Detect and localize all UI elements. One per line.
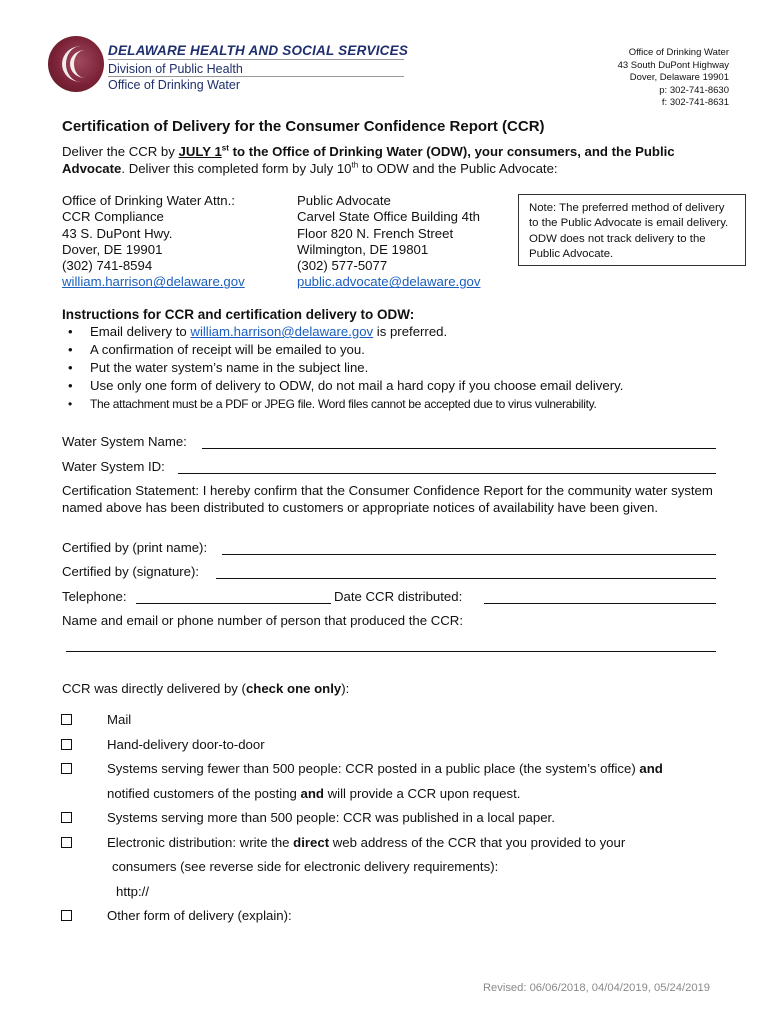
advocate-contact: Public Advocate Carvel State Office Building 4th Floor 820 N. French Street Wilmington, DE 19801 (302) 577-5077 public.advocate@delaware.gov bbox=[297, 193, 481, 290]
mail-option-label: Mail bbox=[107, 712, 132, 727]
newspaper-checkbox[interactable] bbox=[61, 812, 72, 823]
logo-office: Office of Drinking Water bbox=[108, 78, 240, 92]
posted-option-label-cont: notified customers of the posting and will provide a CCR upon request. bbox=[107, 786, 521, 801]
producer-field[interactable] bbox=[66, 651, 716, 652]
producer-label: Name and email or phone number of person that produced the CCR: bbox=[62, 613, 463, 628]
system-name-label: Water System Name: bbox=[62, 434, 187, 449]
system-id-label: Water System ID: bbox=[62, 459, 165, 474]
posted-checkbox[interactable] bbox=[61, 763, 72, 774]
web-address-field[interactable]: http:// bbox=[116, 884, 149, 899]
list-item: • Put the water system’s name in the subject line. bbox=[62, 359, 623, 377]
system-name-field[interactable] bbox=[202, 448, 716, 449]
newspaper-option-label: Systems serving more than 500 people: CCR was published in a local paper. bbox=[107, 810, 555, 825]
delivery-note: Note: The preferred method of delivery to the Public Advocate is email delivery. ODW does not track delivery to the Public Advocate. bbox=[518, 194, 746, 266]
intro-paragraph: Deliver the CCR by JULY 1st to the Office of Drinking Water (ODW), your consumers, and the Public Advocate. Deliver this completed form by July 10th to ODW and the Public Advocate: bbox=[62, 143, 675, 176]
logo-agency-name: DELAWARE HEALTH AND SOCIAL SERVICES bbox=[108, 43, 409, 58]
address-line: Dover, Delaware 19901 bbox=[629, 72, 729, 83]
signature-label: Certified by (signature): bbox=[62, 564, 200, 579]
instructions-email-link[interactable]: william.harrison@delaware.gov bbox=[190, 324, 374, 339]
other-option-label: Other form of delivery (explain): bbox=[107, 908, 292, 923]
dhss-emblem-icon bbox=[48, 36, 104, 92]
advocate-email-link[interactable]: public.advocate@delaware.gov bbox=[297, 274, 481, 290]
other-checkbox[interactable] bbox=[61, 910, 72, 921]
electronic-option-label: Electronic distribution: write the direct web address of the CCR that you provided to your bbox=[107, 835, 626, 850]
odw-contact: Office of Drinking Water Attn.: CCR Compliance 43 S. DuPont Hwy. Dover, DE 19901 (302) 741-8594 william.harrison@delaware.gov bbox=[62, 193, 245, 290]
address-line: Office of Drinking Water bbox=[628, 47, 729, 58]
logo-divider bbox=[108, 59, 404, 60]
list-item: • Use only one form of delivery to ODW, do not mail a hard copy if you choose email delivery. bbox=[62, 377, 623, 395]
print-name-label: Certified by (print name): bbox=[62, 540, 208, 555]
date-distributed-field[interactable] bbox=[484, 603, 716, 604]
signature-field[interactable] bbox=[216, 578, 716, 579]
telephone-label: Telephone: bbox=[62, 589, 127, 604]
hand-delivery-option-label: Hand-delivery door-to-door bbox=[107, 737, 265, 752]
dhss-logo bbox=[48, 36, 409, 98]
address-fax: f: 302-741-8631 bbox=[661, 97, 729, 108]
address-phone: p: 302-741-8630 bbox=[659, 84, 729, 96]
list-item: • Email delivery to william.harrison@delaware.gov is preferred. bbox=[62, 323, 623, 341]
revision-dates: Revised: 06/06/2018, 04/04/2019, 05/24/2019 bbox=[482, 982, 710, 994]
page-title: Certification of Delivery for the Consumer Confidence Report (CCR) bbox=[62, 118, 545, 135]
print-name-field[interactable] bbox=[222, 554, 716, 555]
date-distributed-label: Date CCR distributed: bbox=[334, 589, 463, 604]
instructions-list bbox=[62, 323, 623, 413]
address-line: 43 South DuPont Highway bbox=[617, 59, 729, 71]
certification-statement: Certification Statement: I hereby confirm that the Consumer Confidence Report for the community water system named above has been distributed to customers or appropriate notices of availability have been given. bbox=[62, 483, 713, 515]
electronic-option-label-cont: consumers (see reverse side for electronic delivery requirements): bbox=[112, 859, 499, 874]
logo-division: Division of Public Health bbox=[108, 62, 243, 76]
hand-delivery-checkbox[interactable] bbox=[61, 739, 72, 750]
mail-checkbox[interactable] bbox=[61, 714, 72, 725]
odw-email-link[interactable]: william.harrison@delaware.gov bbox=[62, 274, 245, 290]
delivery-question: CCR was directly delivered by (check one only): bbox=[62, 681, 350, 696]
electronic-checkbox[interactable] bbox=[61, 837, 72, 848]
list-item: • The attachment must be a PDF or JPEG file. Word files cannot be accepted due to virus vulnerability. bbox=[62, 395, 623, 413]
instructions-heading: Instructions for CCR and certification delivery to ODW: bbox=[62, 307, 415, 322]
office-address bbox=[618, 47, 729, 110]
logo-divider bbox=[108, 76, 404, 77]
list-item: • A confirmation of receipt will be emailed to you. bbox=[62, 341, 623, 359]
posted-option-label: Systems serving fewer than 500 people: CCR posted in a public place (the system’s office) and bbox=[107, 761, 663, 776]
system-id-field[interactable] bbox=[178, 473, 716, 474]
telephone-field[interactable] bbox=[136, 603, 331, 604]
